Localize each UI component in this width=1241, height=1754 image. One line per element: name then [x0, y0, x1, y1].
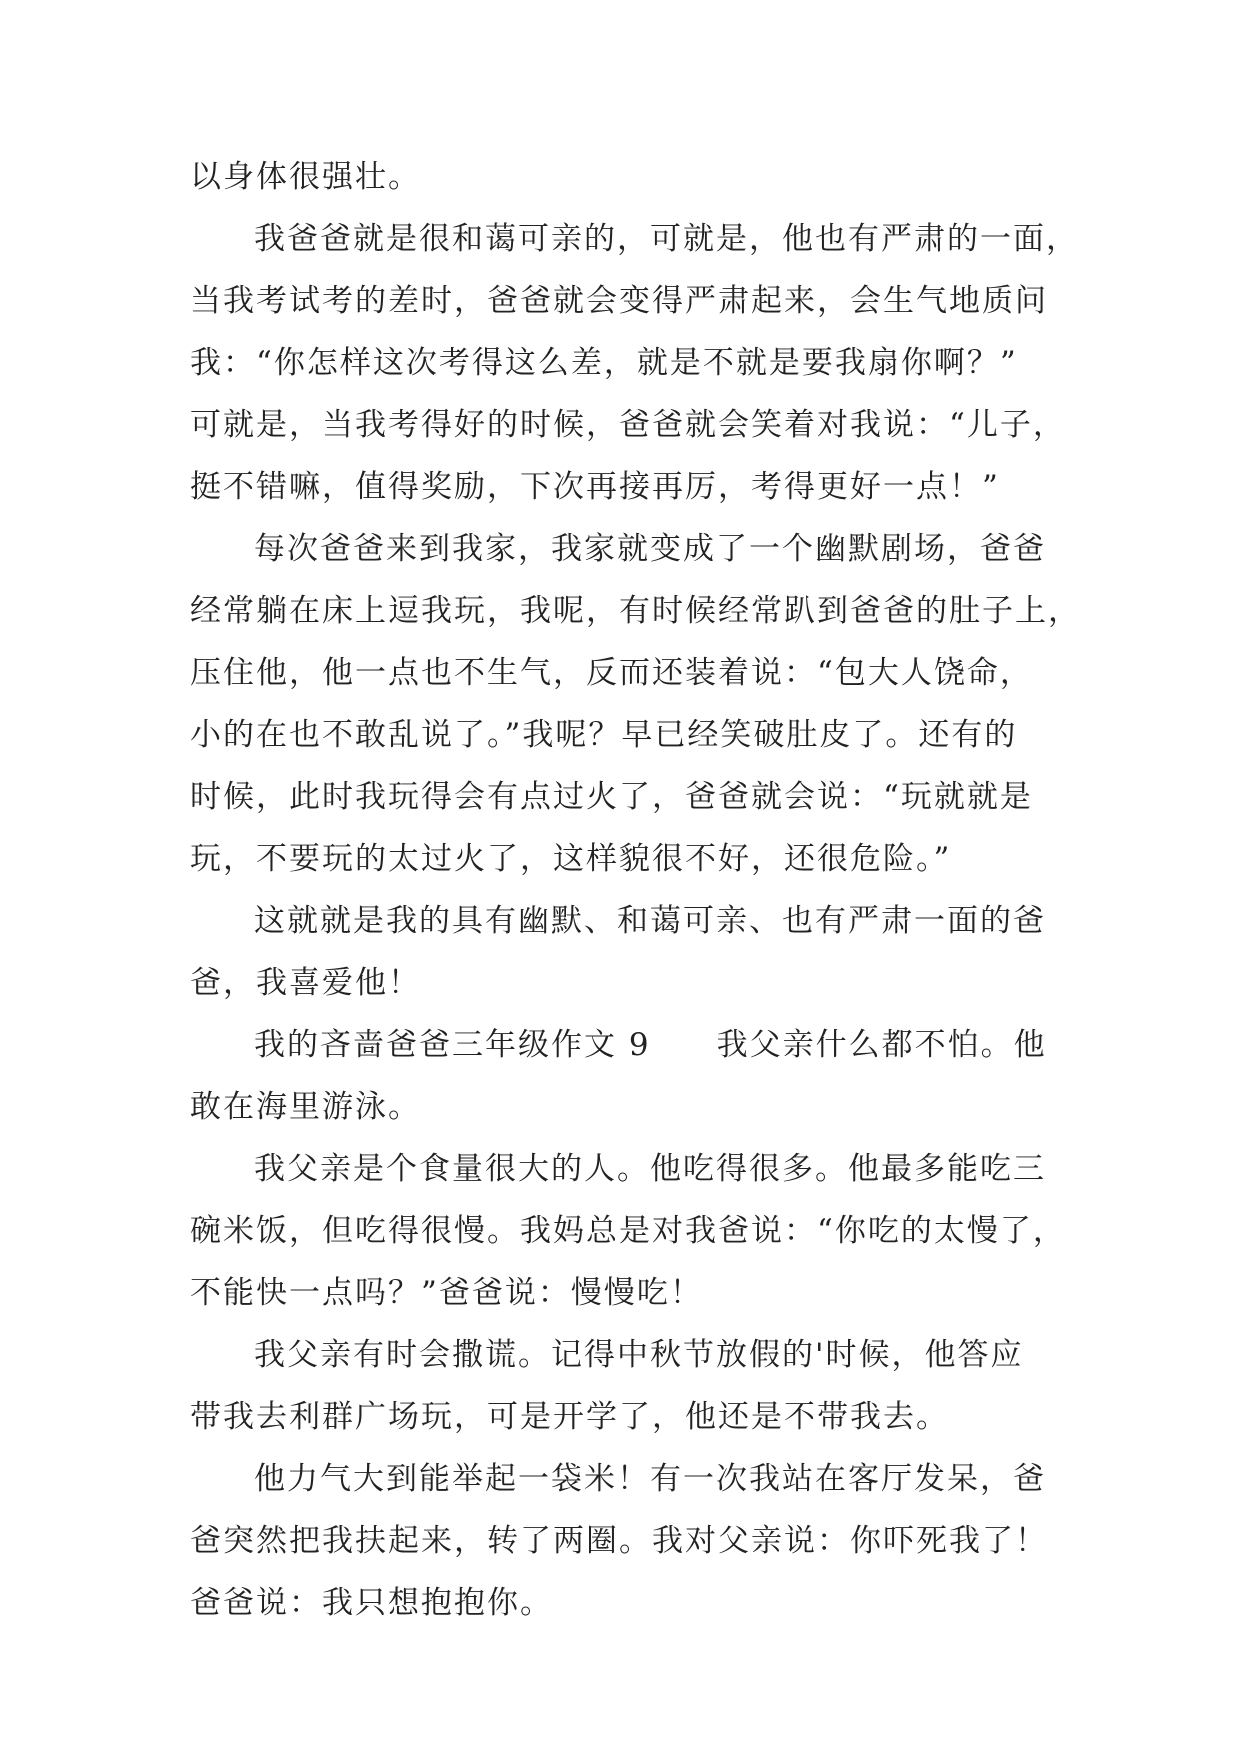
text-line: 敢在海里游泳。: [190, 1089, 421, 1125]
paragraph-start-line: 我父亲是个食量很大的人。他吃得很多。他最多能吃三: [254, 1151, 1046, 1187]
text-line: 带我去利群广场玩，可是开学了，他还是不带我去。: [190, 1399, 949, 1435]
text-line: 当我考试考的差时，爸爸就会变得严肃起来，会生气地质问: [190, 283, 1048, 319]
paragraph-start-line: 每次爸爸来到我家，我家就变成了一个幽默剧场，爸爸: [254, 531, 1046, 567]
paragraph-start-line: 这就就是我的具有幽默、和蔼可亲、也有严肃一面的爸: [254, 903, 1046, 939]
text-line: 小的在也不敢乱说了。”我呢？早已经笑破肚皮了。还有的: [190, 717, 1018, 753]
text-line: 爸爸说：我只想抱抱你。: [190, 1585, 553, 1621]
text-line: 碗米饭，但吃得很慢。我妈总是对我爸说：“你吃的太慢了，: [190, 1213, 1066, 1249]
text-line: 我：“你怎样这次考得这么差，就是不就是要我扇你啊？”: [190, 345, 1018, 381]
text-line: 可就是，当我考得好的时候，爸爸就会笑着对我说：“儿子，: [190, 407, 1066, 443]
text-line: 挺不错嘛，值得奖励，下次再接再厉，考得更好一点！”: [190, 469, 1000, 505]
text-line: 爸突然把我扶起来，转了两圈。我对父亲说：你吓死我了！: [190, 1523, 1048, 1559]
paragraph-start-line: 我爸爸就是很和蔼可亲的，可就是，他也有严肃的一面，: [254, 221, 1079, 257]
essay-heading-line: 我的吝啬爸爸三年级作文 9 我父亲什么都不怕。他: [254, 1027, 1047, 1063]
text-line: 压住他，他一点也不生气，反而还装着说：“包大人饶命，: [190, 655, 1033, 691]
text-line: 时候，此时我玩得会有点过火了，爸爸就会说：“玩就就是: [190, 779, 1033, 815]
text-line: 以身体很强壮。: [190, 159, 421, 195]
paragraph-start-line: 我父亲有时会撒谎。记得中秋节放假的'时候，他答应: [254, 1337, 1024, 1373]
text-line: 玩，不要玩的太过火了，这样貌很不好，还很危险。”: [190, 841, 952, 877]
text-line: 不能快一点吗？”爸爸说：慢慢吃！: [190, 1275, 703, 1311]
paragraph-start-line: 他力气大到能举起一袋米！有一次我站在客厅发呆，爸: [254, 1461, 1046, 1497]
text-line: 经常躺在床上逗我玩，我呢，有时候经常趴到爸爸的肚子上，: [190, 593, 1081, 629]
body-text: [190, 146, 1081, 1634]
text-line: 爸，我喜爱他！: [190, 965, 421, 1001]
